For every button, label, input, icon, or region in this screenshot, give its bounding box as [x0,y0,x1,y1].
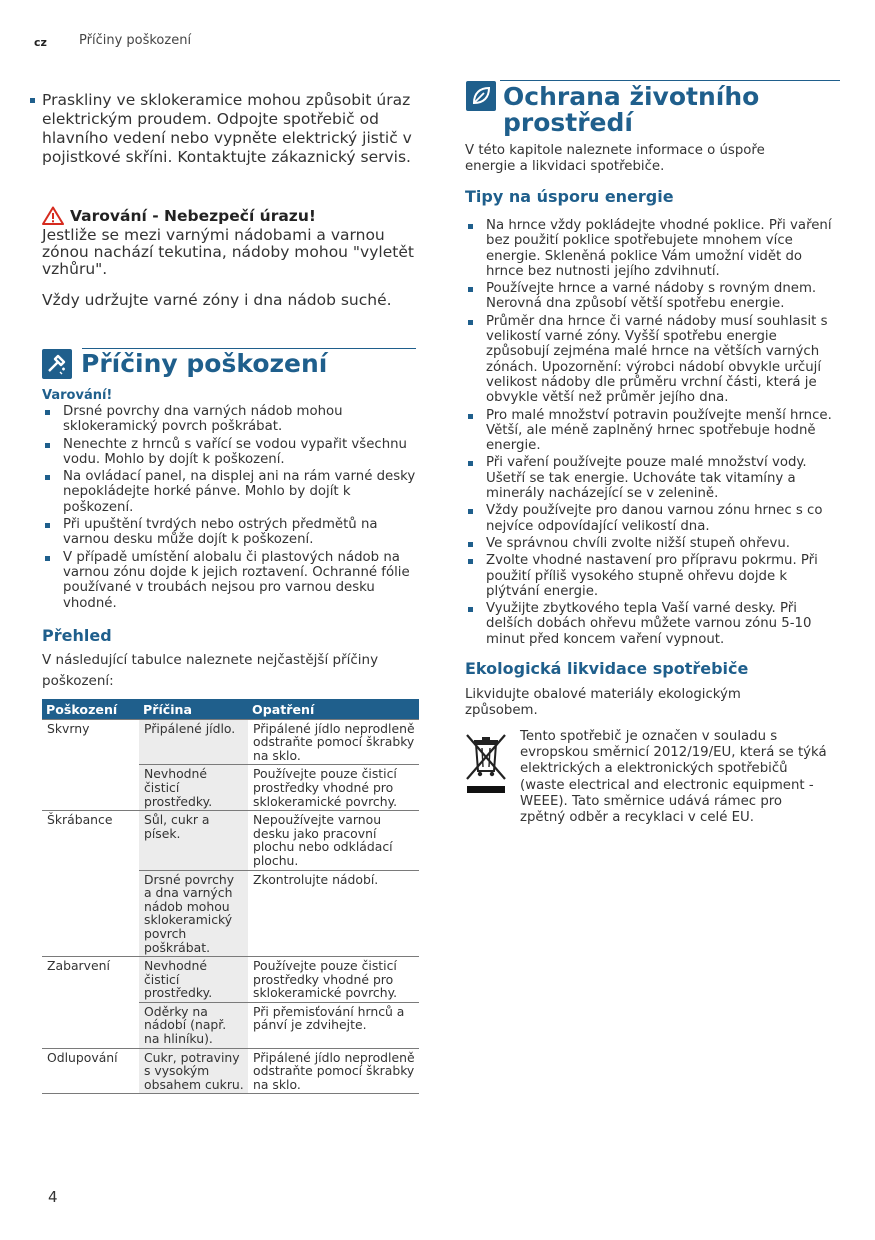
list-item: Vždy používejte pro danou varnou zónu hrnec s co nejvíce odpovídající velikostí dna. [465,503,835,534]
environment-intro: V této kapitole naleznete informace o úspoře energie a likvidaci spotřebiče. [465,143,765,174]
cell-damage: Odlupování [42,1048,139,1094]
cell-measure: Zkontrolujte nádobí. [248,870,419,957]
warning-heading [42,206,427,225]
warning-text: Jestliže se mezi varnými nádobami a varnou zónou nachází tekutina, nádoby mohou "vyletět vzhůru". [42,226,414,278]
table-header-cause: Příčina [139,699,248,719]
damage-table [42,699,419,1094]
language-code: cz [34,36,47,49]
cell-cause: Nevhodné čisticí prostředky. [139,765,248,811]
tips-list [465,218,835,649]
list-item: Na hrnce vždy pokládejte vhodné poklice. Při vaření bez použití poklice spotřebujete mnohem více energie. Skleněná poklice Vám umožní vidět do hrnce bez nutnosti jejího zdvihnutí. [465,218,835,279]
section-title-damage: Příčiny poškození [81,349,328,378]
intro-bullet-text: Praskliny ve sklokeramice mohou způsobit úraz elektrickým proudem. Odpojte spotřebič od hlavního vedení nebo vypněte elektrický jistič v pojistkové skříni. Kontaktujte zákaznický servis. [42,91,412,166]
cell-measure: Používejte pouze čisticí prostředky vhodné pro sklokeramické povrchy. [248,765,419,811]
list-item: Na ovládací panel, na displej ani na rám varné desky nepokládejte horké pánve. Mohlo by dojít k poškození. [42,469,420,515]
table-header-measure: Opatření [248,699,419,719]
table-row [42,1048,419,1094]
eco-title: Ekologická likvidace spotřebiče [465,659,749,678]
list-item: Průměr dna hrnce či varné nádoby musí souhlasit s velikostí varné zóny. Vyšší spotřebu energie způsobují zejména malé hrnce na větších varných zónách. Upozornění: výrobci nádobí obvykle určují velikost nádoby dle průměru vrchní části, která je obvykle větší než průměr jejího dna. [465,314,835,406]
cell-damage [42,870,139,957]
section-title-environment: Ochrana životního prostředí [503,82,760,137]
table-row [42,765,419,811]
cell-cause: Drsné povrchy a dna varných nádob mohou sklokeramický povrch poškrábat. [139,870,248,957]
table-row [42,811,419,870]
table-row [42,1002,419,1048]
section-rule [500,80,840,81]
table-header-row [42,699,419,719]
warning-text-2: Vždy udržujte varné zóny i dna nádob suché. [42,291,392,309]
weee-text: Tento spotřebič je označen v souladu s evropskou směrnicí 2012/19/EU, která se týká elektrických a elektronických spotřebičů (waste electrical and electronic equipment - WEEE). Tato směrnice udává rámec pro zpětný odběr a recyklaci v celé EU. [520,729,827,826]
eco-text: Likvidujte obalové materiály ekologickým způsobem. [465,687,741,718]
cell-cause: Oděrky na nádobí (např. na hliníku). [139,1002,248,1048]
leaf-icon [466,81,496,111]
cell-damage: Skvrny [42,719,139,765]
cell-damage: Zabarvení [42,957,139,1003]
cell-damage [42,765,139,811]
intro-bullet [28,91,433,167]
list-item: Nenechte z hrnců s vařící se vodou vypařit všechnu vodu. Mohlo by dojít k poškození. [42,437,420,468]
list-item: Ve správnou chvíli zvolte nižší stupeň ohřevu. [465,536,835,551]
list-item: Zvolte vhodné nastavení pro přípravu pokrmu. Při použití příliš vysokého stupně ohřevu dojde k plýtvání energie. [465,553,835,599]
table-row [42,719,419,765]
list-item: Pro malé množství potravin používejte menší hrnce. Větší, ale méně zaplněný hrnec spotřebuje hodně energie. [465,408,835,454]
table-row [42,957,419,1003]
bullet-square-icon [30,98,35,103]
list-item: Používejte hrnce a varné nádoby s rovným dnem. Nerovná dna způsobí větší spotřebu energie. [465,281,835,312]
prehled-title: Přehled [42,626,112,645]
varovani-list [42,404,420,613]
varovani-label: Varování! [42,388,113,403]
warning-block [42,206,427,309]
cell-cause: Sůl, cukr a písek. [139,811,248,870]
list-item: Využijte zbytkového tepla Vaší varné desky. Při delších dobách ohřevu můžete varnou zónu 5-10 minut před koncem vaření vypnout. [465,601,835,647]
cell-measure: Připálené jídlo neprodleně odstraňte pomocí škrabky na sklo. [248,719,419,765]
table-header-damage: Poškození [42,699,139,719]
list-item: V případě umístění alobalu či plastových nádob na varnou zónu dojde k jejich roztavení. Ochranné fólie používané v troubách nejsou pro varnou desku vhodné. [42,550,420,611]
cell-cause: Nevhodné čisticí prostředky. [139,957,248,1003]
list-item: Při vaření používejte pouze malé množství vody. Ušetří se tak energie. Uchováte tak vitamíny a minerály nacházející se v zelenině. [465,455,835,501]
prehled-text: V následující tabulce naleznete nejčastější příčiny poškození: [42,652,379,689]
cell-measure: Používejte pouze čisticí prostředky vhodné pro sklokeramické povrchy. [248,957,419,1003]
cell-cause: Připálené jídlo. [139,719,248,765]
list-item: Při upuštění tvrdých nebo ostrých předmětů na varnou desku může dojít k poškození. [42,517,420,548]
warning-triangle-icon [42,206,64,225]
warning-title: Varování - Nebezpečí úrazu! [70,206,316,225]
intro-bullet-block [28,91,433,167]
cell-measure: Nepoužívejte varnou desku jako pracovní plochu nebo odkládací plochu. [248,811,419,870]
running-header-title: Příčiny poškození [79,33,192,48]
table-row [42,870,419,957]
cell-measure: Při přemisťování hrnců a pánví je zdvihejte. [248,1002,419,1048]
page-number: 4 [48,1188,58,1206]
list-item: Drsné povrchy dna varných nádob mohou sklokeramický povrch poškrábat. [42,404,420,435]
weee-crossed-bin-icon [463,731,509,795]
cell-measure: Připálené jídlo neprodleně odstraňte pomocí škrabky na sklo. [248,1048,419,1094]
cell-damage [42,1002,139,1048]
tips-title: Tipy na úsporu energie [465,187,674,206]
damage-tool-icon [42,349,72,379]
cell-cause: Cukr, potraviny s vysokým obsahem cukru. [139,1048,248,1094]
cell-damage: Škrábance [42,811,139,870]
